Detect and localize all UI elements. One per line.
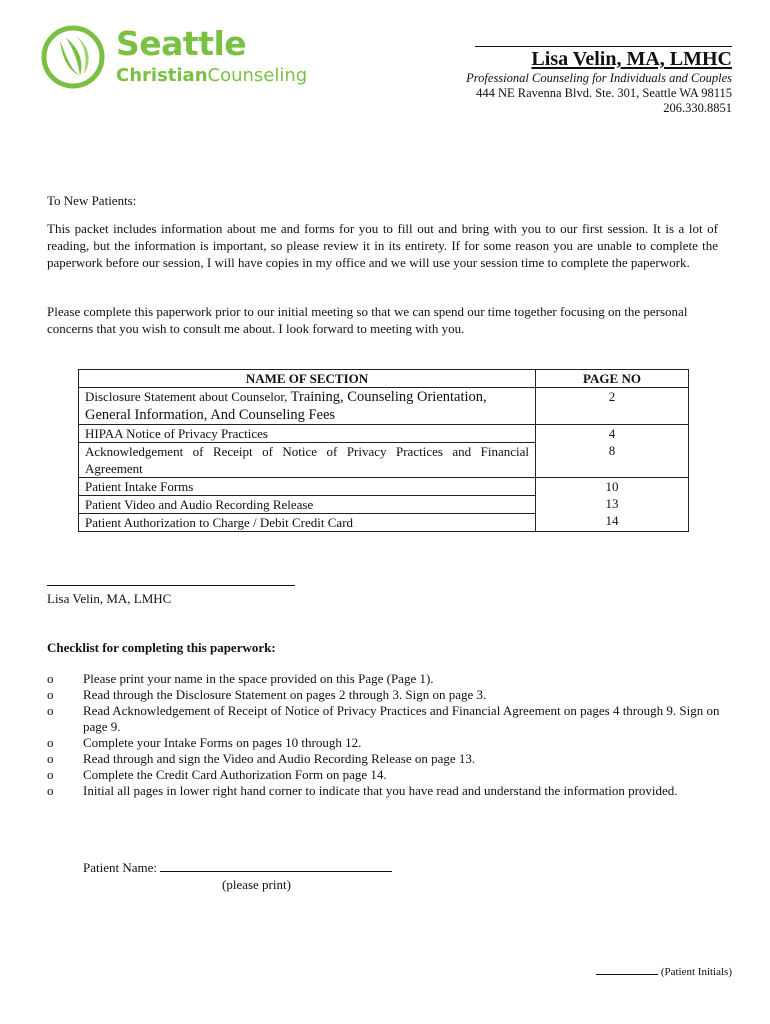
section-name: Patient Authorization to Charge / Debit Credit Card bbox=[79, 514, 536, 532]
patient-name-input[interactable] bbox=[160, 859, 392, 872]
list-item: o Please print your name in the space provided on this Page (Page 1). bbox=[47, 671, 434, 686]
bullet: o bbox=[47, 783, 54, 798]
salutation: To New Patients: bbox=[47, 193, 137, 208]
list-item: o Read Acknowledgement of Receipt of Notice of Privacy Practices and Financial Agreement on pages 4 through 9. Sign on page 9. bbox=[47, 703, 720, 734]
section-name: Patient Intake Forms bbox=[79, 478, 536, 496]
table-row bbox=[79, 425, 689, 443]
patient-initials bbox=[596, 964, 732, 979]
page-number: 14 bbox=[605, 513, 619, 528]
header-section: NAME OF SECTION bbox=[79, 370, 536, 388]
table-header-row bbox=[79, 370, 689, 388]
logo-title: Seattle bbox=[116, 24, 247, 63]
logo bbox=[40, 24, 308, 94]
patient-name-hint: (please print) bbox=[222, 877, 291, 892]
bullet: o bbox=[47, 735, 54, 750]
bullet: o bbox=[47, 751, 54, 766]
section-name: HIPAA Notice of Privacy Practices bbox=[79, 425, 536, 443]
sections-table bbox=[78, 369, 689, 532]
intro-paragraph-1: This packet includes information about me and forms for you to fill out and bring with you to our first session. It is a lot of reading, but the information is important, so please review it in its entirety. If for some reason you are unable to complete the paperwork before our session, I will have copies in my office and we will use your session time to complete the paperwork. bbox=[47, 221, 718, 270]
patient-name-label: Patient Name: bbox=[83, 860, 158, 875]
bullet: o bbox=[47, 687, 54, 702]
page-number: 2 bbox=[536, 388, 689, 425]
list-item: o Read through and sign the Video and Audio Recording Release on page 13. bbox=[47, 751, 476, 766]
page-number: 8 bbox=[608, 443, 616, 458]
section-name: Acknowledgement of Receipt of Notice of Privacy Practices and Financial Agreement bbox=[79, 443, 536, 478]
header-page: PAGE NO bbox=[536, 370, 689, 388]
signature-name: Lisa Velin, MA, LMHC bbox=[47, 591, 172, 606]
checklist bbox=[47, 671, 727, 799]
bullet: o bbox=[47, 767, 54, 782]
letterhead bbox=[466, 46, 732, 116]
address: 444 NE Ravenna Blvd. Ste. 301, Seattle WA 98115 bbox=[476, 86, 732, 100]
bullet: o bbox=[47, 703, 54, 718]
list-item: o Read through the Disclosure Statement on pages 2 through 3. Sign on page 3. bbox=[47, 687, 487, 702]
leaf-logo-icon bbox=[40, 24, 106, 90]
initials-label: (Patient Initials) bbox=[660, 966, 732, 978]
checklist-title: Checklist for completing this paperwork: bbox=[47, 640, 276, 655]
page-number: 4 bbox=[608, 426, 616, 441]
list-item: o Initial all pages in lower right hand corner to indicate that you have read and understand the information provided. bbox=[47, 783, 678, 798]
intro-paragraph-2: Please complete this paperwork prior to our initial meeting so that we can spend our time together focusing on the personal concerns that you wish to consult me about. I look forward to meeting with you. bbox=[47, 304, 688, 336]
page-number: 10 bbox=[605, 479, 619, 494]
patient-name-field bbox=[83, 859, 392, 876]
page-number: 13 bbox=[605, 496, 619, 511]
list-item: o Complete the Credit Card Authorization Form on page 14. bbox=[47, 767, 387, 782]
section-name: Disclosure Statement about Counselor, bbox=[85, 389, 291, 404]
section-name-cont: Training, Counseling Orientation, General Information, And Counseling Fees bbox=[85, 389, 487, 423]
counselor-name: Lisa Velin, MA, LMHC bbox=[475, 46, 732, 71]
list-item: o Complete your Intake Forms on pages 10 through 12. bbox=[47, 735, 362, 750]
signature-line[interactable] bbox=[47, 573, 295, 586]
table-row bbox=[79, 478, 689, 496]
page-number bbox=[536, 425, 689, 478]
logo-subtitle: ChristianCounseling bbox=[116, 65, 308, 86]
bullet: o bbox=[47, 671, 54, 686]
phone: 206.330.8851 bbox=[663, 101, 732, 115]
initials-input[interactable] bbox=[596, 964, 658, 975]
table-row bbox=[79, 388, 689, 425]
tagline: Professional Counseling for Individuals and Couples bbox=[466, 71, 732, 85]
section-name: Patient Video and Audio Recording Release bbox=[79, 496, 536, 514]
